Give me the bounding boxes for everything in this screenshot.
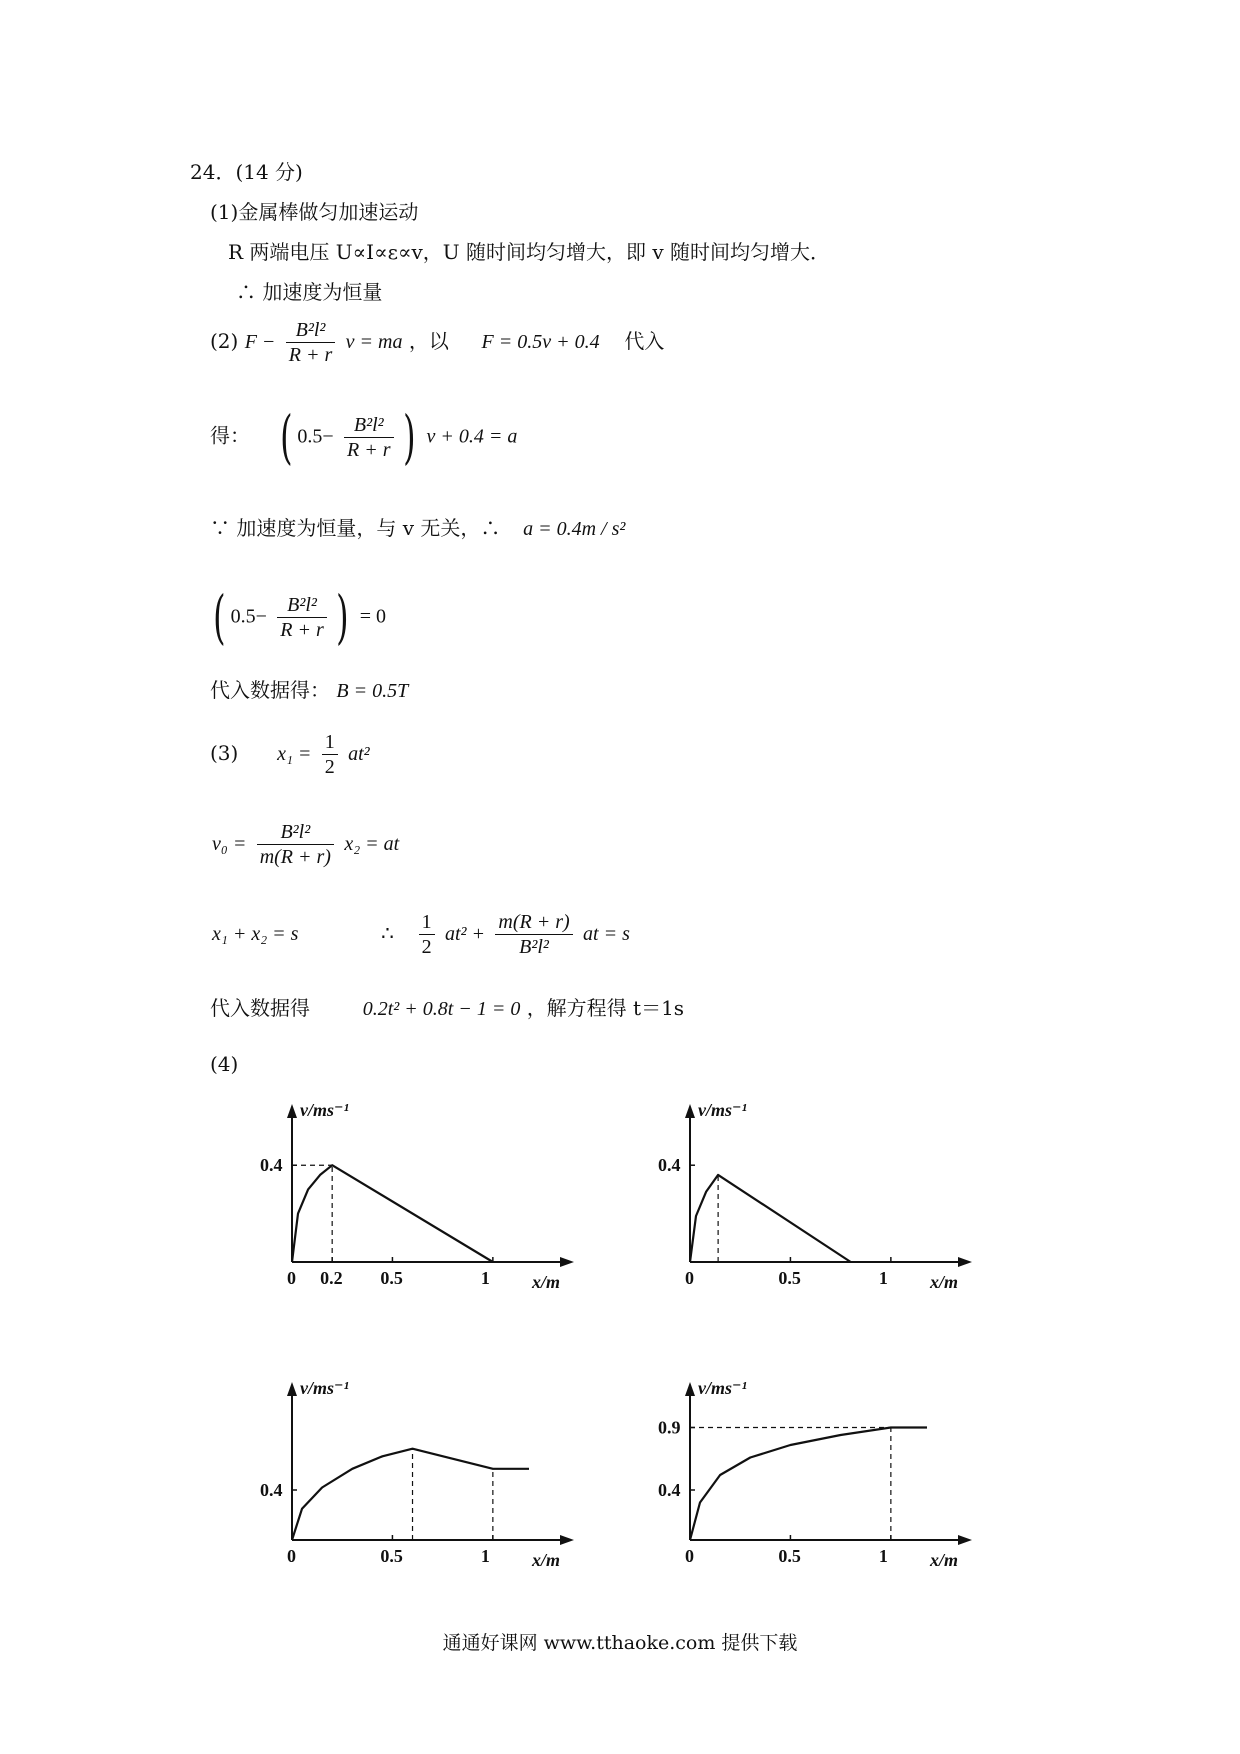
eq1-tail: 代入 bbox=[624, 329, 665, 353]
y-tick-label: 0.4 bbox=[658, 1480, 681, 1500]
b-result-line bbox=[210, 676, 408, 705]
x-axis-arrow bbox=[958, 1257, 972, 1267]
quadratic-equation: 0.2t² + 0.8t − 1 = 0 bbox=[362, 998, 521, 1020]
x1-rhs: at² bbox=[348, 743, 370, 765]
x1-numerator: 1 bbox=[322, 730, 338, 755]
part2-equation-1 bbox=[210, 318, 664, 367]
since-line bbox=[210, 514, 625, 543]
v0-fraction bbox=[257, 820, 334, 869]
y-axis-arrow bbox=[685, 1382, 695, 1396]
eq1-numerator: B²l² bbox=[286, 318, 336, 343]
eq1-fraction bbox=[286, 318, 336, 367]
x1-denominator: 2 bbox=[324, 756, 335, 778]
velocity-graph-4 bbox=[648, 1370, 1008, 1588]
part3-label: (3) bbox=[210, 741, 239, 765]
s-numerator-2: m(R + r) bbox=[495, 910, 572, 935]
y-tick-label: 0.4 bbox=[658, 1155, 681, 1176]
eq1-rhs: v = ma bbox=[345, 331, 403, 353]
v0-denominator: m(R + r) bbox=[259, 846, 331, 868]
eq2-part-a: 0.5− bbox=[297, 425, 334, 448]
y-tick-label: 0.4 bbox=[260, 1480, 283, 1500]
part3-equation-2 bbox=[212, 820, 399, 869]
y-axis-label: v/ms⁻¹ bbox=[698, 1378, 747, 1398]
x-axis-label: x/m bbox=[930, 1272, 959, 1292]
eq1-denominator: R + r bbox=[288, 344, 333, 366]
question-number: 24．(14 分) bbox=[190, 160, 303, 184]
part4-label: (4) bbox=[210, 1052, 239, 1076]
eq3-part-b: = 0 bbox=[359, 605, 387, 628]
x-axis-label: x/m bbox=[532, 1272, 561, 1292]
part3-quadratic-line bbox=[210, 994, 684, 1023]
footer-credit: 通通好课网 www.tthaoke.com 提供下载 bbox=[442, 1632, 798, 1654]
eq1-lhs: F − bbox=[244, 331, 276, 353]
y-tick-label: 0.4 bbox=[260, 1155, 283, 1176]
series-line bbox=[292, 1165, 493, 1262]
s-fraction-2 bbox=[495, 910, 572, 959]
y-axis-arrow bbox=[287, 1382, 297, 1396]
x-tick-label: 0 bbox=[685, 1268, 694, 1288]
therefore-symbol: ∴ bbox=[381, 921, 394, 945]
eq2-part-b: v + 0.4 = a bbox=[426, 425, 518, 448]
x-tick-label: 0.5 bbox=[778, 1268, 801, 1288]
s-denominator-2: B²l² bbox=[519, 936, 549, 958]
b-result: B = 0.5T bbox=[336, 680, 409, 702]
series-line bbox=[690, 1175, 851, 1262]
x1-fraction bbox=[322, 730, 338, 779]
eq3-numerator: B²l² bbox=[277, 593, 327, 618]
eq2-fraction bbox=[344, 413, 394, 462]
de-label: 得： bbox=[210, 423, 250, 448]
part3-equation-3 bbox=[212, 910, 630, 959]
s-numerator-1: 1 bbox=[419, 910, 435, 935]
eq2-denominator: R + r bbox=[347, 438, 391, 461]
eq1-force: F = 0.5v + 0.4 bbox=[481, 331, 600, 353]
s-rhs: at = s bbox=[583, 923, 630, 945]
eq3-part-a: 0.5− bbox=[230, 605, 267, 628]
x-tick-label: 0.5 bbox=[778, 1546, 801, 1566]
eq2-numerator: B²l² bbox=[344, 413, 394, 438]
x-tick-label: 1 bbox=[480, 1268, 490, 1288]
x-tick-label: 1 bbox=[480, 1546, 490, 1566]
v0-lhs: v₀ = bbox=[212, 833, 247, 855]
y-axis-label: v/ms⁻¹ bbox=[300, 1378, 349, 1398]
since-text: ∵ 加速度为恒量，与 v 无关，∴ bbox=[210, 516, 501, 540]
acceleration-value: a = 0.4m / s² bbox=[523, 518, 626, 540]
part2-equation-3: ( 0.5− $\frac{\text{B²l²}}{R + r}$ ) = 0 bbox=[213, 583, 387, 651]
x-axis-arrow bbox=[560, 1535, 574, 1545]
x-tick-label: 0 bbox=[685, 1546, 694, 1566]
x-axis-arrow bbox=[958, 1535, 972, 1545]
s-denominator-1: 2 bbox=[421, 936, 432, 958]
x-tick-label: 0.2 bbox=[320, 1268, 343, 1288]
x-tick-label: 1 bbox=[878, 1546, 888, 1566]
b-sub-label: 代入数据得： bbox=[210, 678, 330, 702]
y-tick-label: 0.9 bbox=[658, 1417, 681, 1438]
x-tick-label: 0.5 bbox=[380, 1546, 403, 1566]
x1-lhs: x₁ = bbox=[277, 743, 312, 765]
eq1-connector: ，以 bbox=[408, 329, 449, 353]
x-axis-arrow bbox=[560, 1257, 574, 1267]
x-tick-label: 1 bbox=[878, 1268, 888, 1288]
part1-line1: R 两端电压 U∝I∝ε∝v，U 随时间均匀增大，即 v 随时间均匀增大． bbox=[228, 240, 831, 264]
s-middle: at² + bbox=[444, 923, 486, 945]
x-tick-label: 0.5 bbox=[380, 1268, 403, 1288]
s-fraction-1 bbox=[419, 910, 435, 959]
y-axis-label: v/ms⁻¹ bbox=[300, 1100, 349, 1120]
y-axis-arrow bbox=[287, 1104, 297, 1118]
velocity-graph-3 bbox=[250, 1370, 610, 1588]
v0-rhs: x₂ = at bbox=[344, 833, 400, 855]
x-tick-label: 0 bbox=[287, 1546, 296, 1566]
v0-numerator: B²l² bbox=[257, 820, 334, 845]
eq3-denominator: R + r bbox=[280, 618, 324, 641]
y-axis-arrow bbox=[685, 1104, 695, 1118]
velocity-graph-1 bbox=[250, 1092, 610, 1310]
solve-result: ，解方程得 t＝1s bbox=[526, 996, 685, 1020]
y-axis-label: v/ms⁻¹ bbox=[698, 1100, 747, 1120]
x-axis-label: x/m bbox=[532, 1550, 561, 1570]
velocity-graph-2 bbox=[648, 1092, 1008, 1310]
part3-equation-1 bbox=[210, 730, 370, 779]
x-axis-label: x/m bbox=[930, 1550, 959, 1570]
eq3-fraction bbox=[277, 593, 327, 642]
part2-equation-2: 得： ( 0.5− $\frac{\text{B²l²}}{R + r}$ ) v + 0.4 = a bbox=[210, 403, 518, 471]
sum-equation: x₁ + x₂ = s bbox=[212, 923, 299, 945]
part1-line2: ∴ 加速度为恒量 bbox=[236, 280, 383, 304]
x-tick-label: 0 bbox=[287, 1268, 296, 1288]
part2-label: (2) bbox=[210, 329, 239, 353]
quad-sub-label: 代入数据得 bbox=[210, 996, 310, 1020]
part1-title: (1)金属棒做匀加速运动 bbox=[210, 200, 419, 224]
